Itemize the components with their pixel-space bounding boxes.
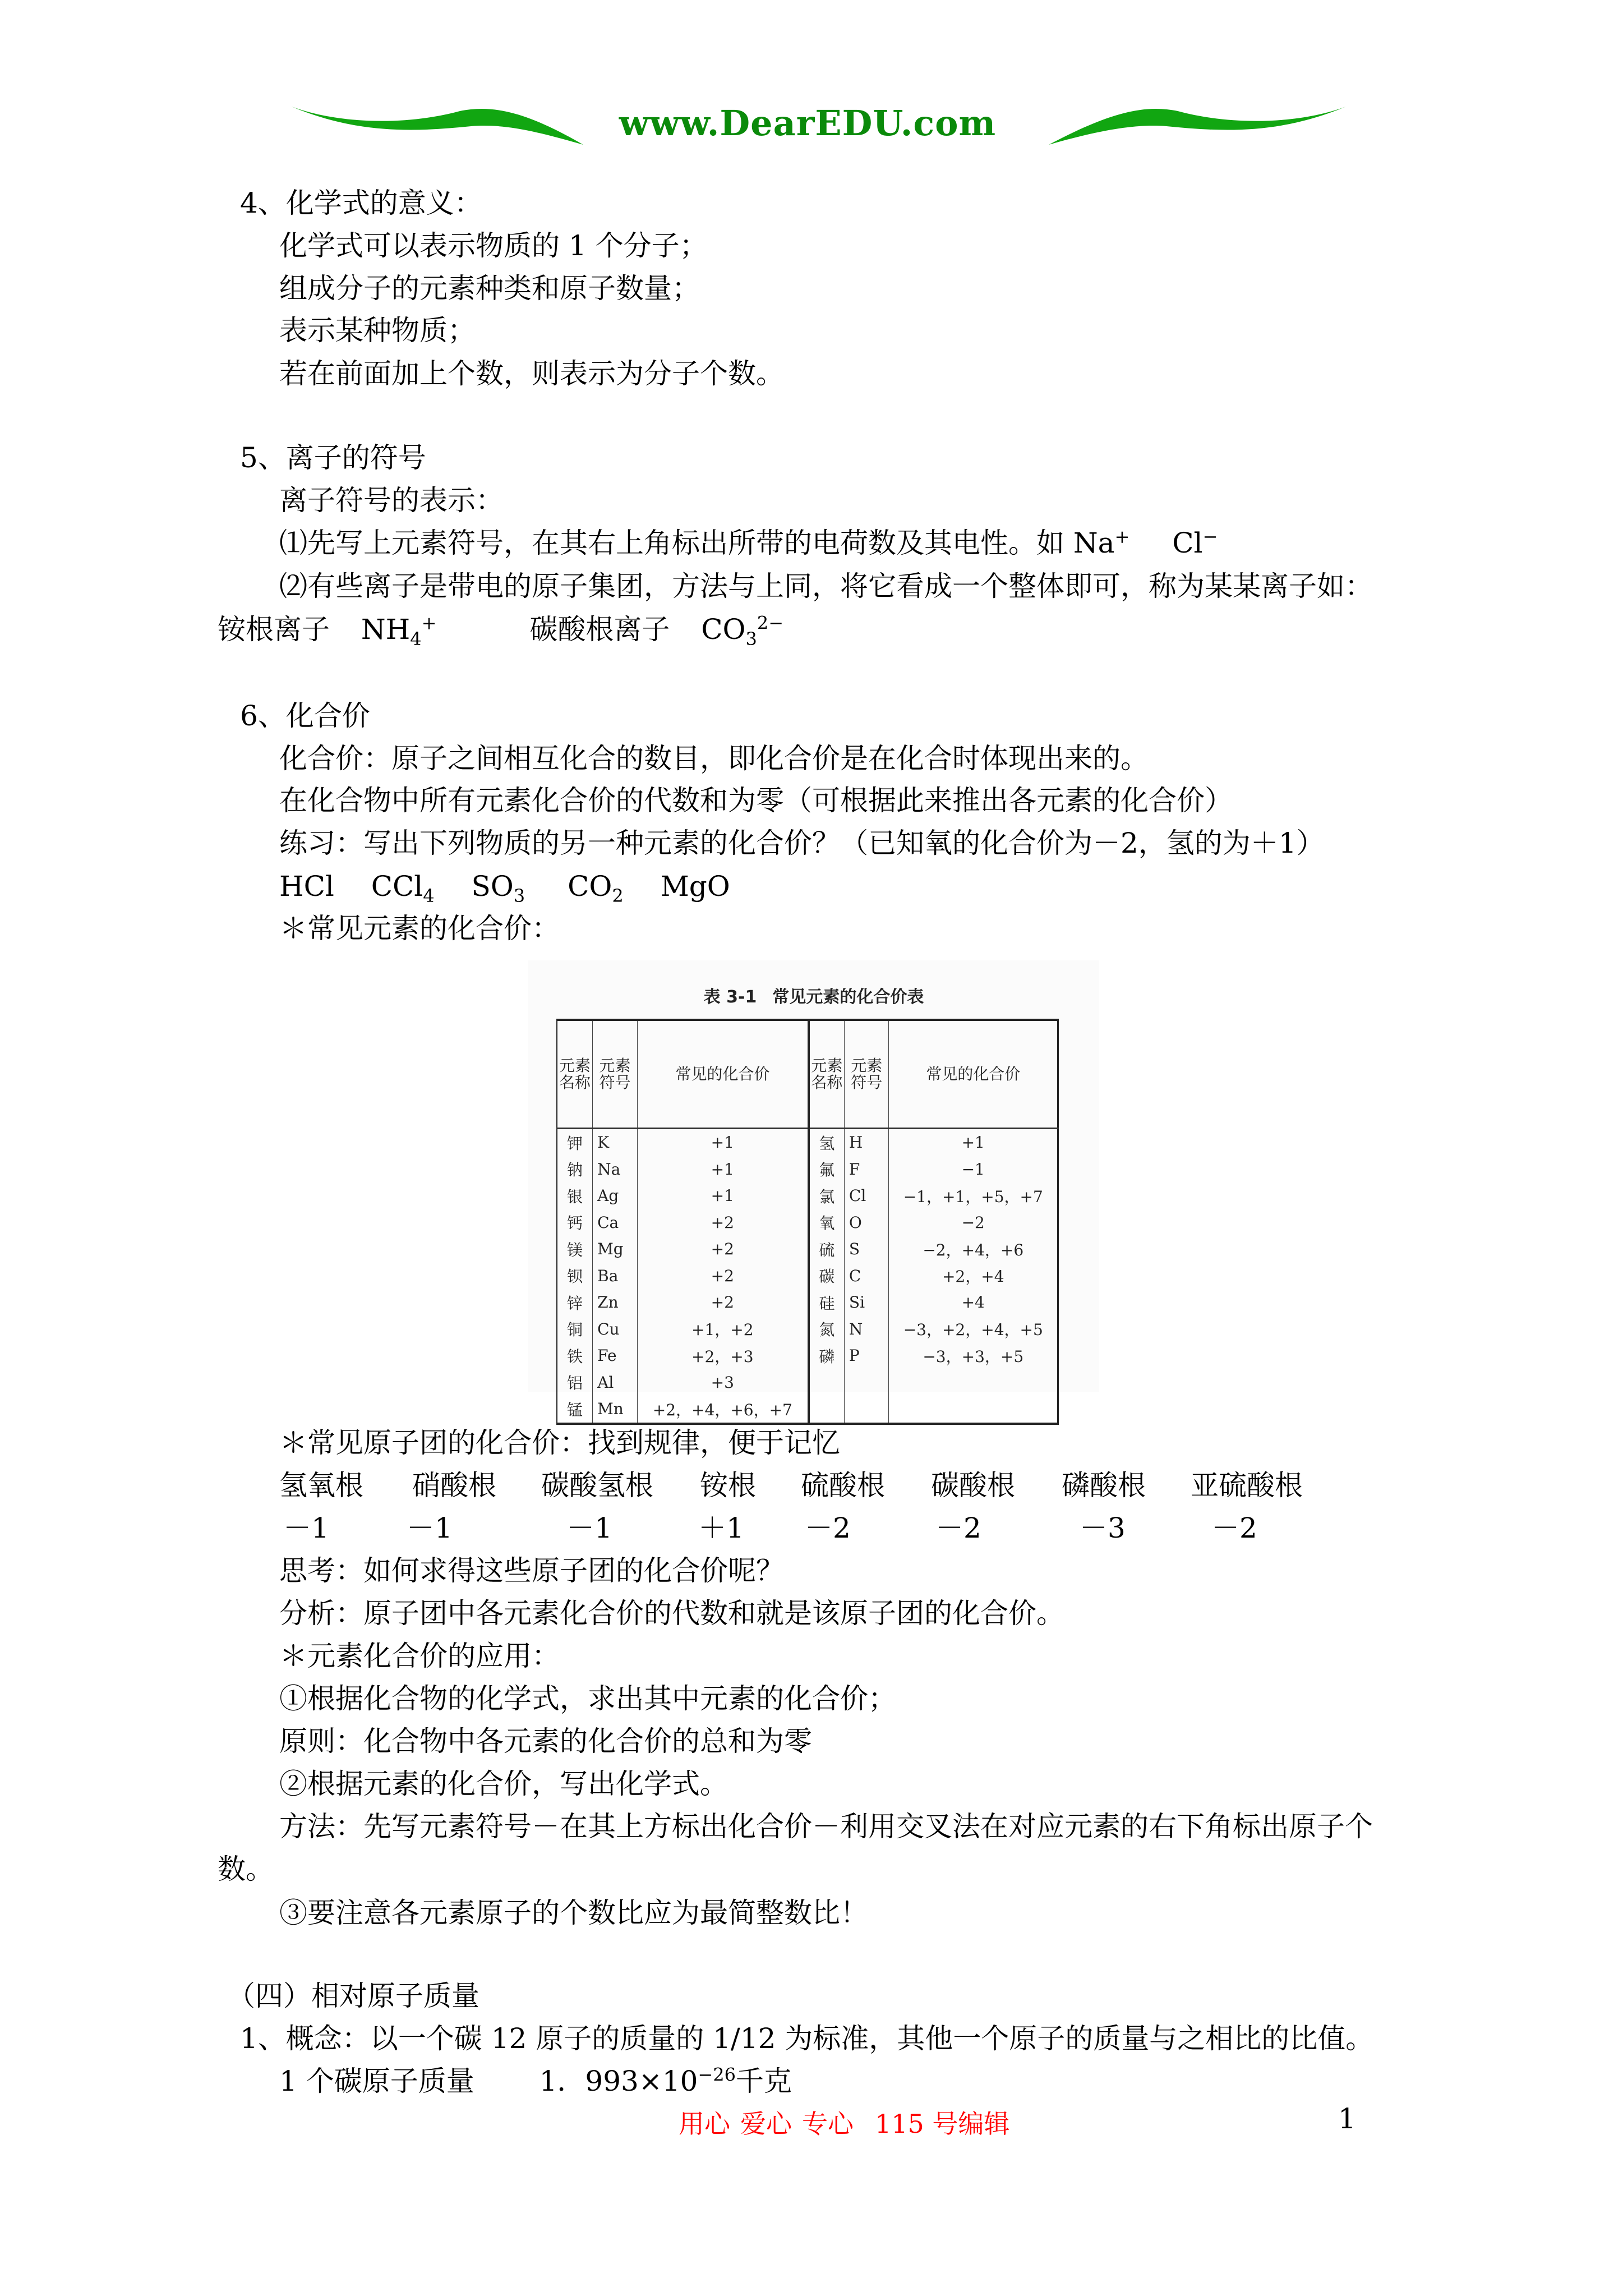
formula: MgO [660,870,730,903]
sec5-item-1-text: ⑴先写上元素符号，在其右上角标出所带的电荷数及其电性。如 [279,527,1064,559]
sec5-item-2: ⑵有些离子是带电的原子集团，方法与上同，将它看成一个整体即可，称为某某离子如： [279,570,1373,602]
element-symbol: Ba [593,1263,638,1290]
element-valence: +1 [637,1156,808,1183]
application-method-cont: 数。 [218,1853,274,1885]
sec5-examples [218,612,784,650]
table-title: 常见元素的化合价表 [772,987,924,1007]
element-symbol [844,1369,889,1396]
section-four-title: （四）相对原子质量 [227,1980,479,2012]
sec4-line: 化学式可以表示物质的 1 个分子； [279,229,708,262]
radical-valence: ＋1 [698,1512,744,1544]
element-name: 钙 [557,1209,593,1236]
formula: HCl [279,870,334,903]
ammonium-formula: $NH_4^+$ [361,612,437,650]
formula: $CO_2$ [568,870,624,907]
valence-table-figure [528,960,1099,1419]
section-5-title: 5、离子的符号 [240,441,426,474]
header-element-name: 元素 名称 [809,1020,845,1129]
element-name: 钠 [557,1156,593,1183]
table-row [557,1396,1058,1424]
formula: CCl$_4$ [371,870,435,907]
radical-name: 亚硫酸根 [1191,1469,1303,1502]
element-name: 氢 [809,1129,845,1156]
radical-name: 硝酸根 [412,1469,496,1502]
element-symbol: Mg [593,1236,638,1263]
element-symbol: C [844,1263,889,1290]
radical-valence: －3 [1080,1512,1126,1544]
radical-name: 氢氧根 [279,1469,363,1502]
element-name: 氟 [809,1156,845,1183]
element-valence: +1，+2 [637,1316,808,1343]
element-valence: +2 [637,1236,808,1263]
element-valence: +1 [889,1129,1058,1156]
sec6-rule: 在化合物中所有元素化合价的代数和为零（可根据此来推出各元素的化合价） [279,784,1233,817]
element-symbol: Ca [593,1209,638,1236]
element-valence: +2 [637,1289,808,1316]
element-name: 钾 [557,1129,593,1156]
element-name: 氧 [809,1209,845,1236]
element-name: 铜 [557,1316,593,1343]
element-name: 锌 [557,1289,593,1316]
table-row [557,1289,1058,1316]
valence-table [556,1019,1059,1425]
sec5-item-1 [279,526,1218,560]
element-symbol: P [844,1342,889,1369]
application-item-2: ②根据元素的化合价，写出化学式。 [279,1768,728,1800]
element-symbol: S [844,1236,889,1263]
element-symbol: Na [593,1156,638,1183]
header-element-symbol: 元素 符号 [844,1020,889,1129]
sec4-line: 表示某种物质； [279,314,476,347]
formula: $SO_3$ [471,870,525,907]
table-row [557,1129,1058,1156]
element-name: 碳 [809,1263,845,1290]
carbon-mass-label: 1 个碳原子质量 [279,2065,474,2097]
element-name: 镁 [557,1236,593,1263]
table-row [557,1236,1058,1263]
element-valence: +4 [889,1289,1058,1316]
radical-valence: －1 [407,1512,453,1544]
page-number: 1 [1338,2102,1356,2135]
element-name: 铝 [557,1369,593,1396]
application-item-3: ③要注意各元素原子的个数比应为最简整数比！ [279,1897,868,1929]
footer-slogan-part: 115 号编辑 [875,2109,1010,2139]
element-symbol: Si [844,1289,889,1316]
element-symbol: Al [593,1369,638,1396]
element-valence: −1 [889,1156,1058,1183]
left-swoosh-icon [292,107,583,145]
element-symbol: Fe [593,1342,638,1369]
application-method: 方法：先写元素符号－在其上方标出化合价－利用交叉法在对应元素的右下角标出原子个 [279,1810,1373,1843]
element-name: 铁 [557,1342,593,1369]
radical-valence: －2 [1211,1512,1257,1544]
element-symbol: H [844,1129,889,1156]
application-title: ＊元素化合价的应用： [279,1640,560,1672]
table-caption [528,983,1099,1007]
analysis-text: 分析：原子团中各元素化合价的代数和就是该原子团的化合价。 [279,1597,1064,1630]
sec6-definition: 化合价：原子之间相互化合的数目，即化合价是在化合时体现出来的。 [279,742,1149,775]
element-symbol: Ag [593,1182,638,1209]
common-valence-label: ＊常见元素的化合价： [279,912,560,945]
element-name: 银 [557,1182,593,1209]
element-name [809,1396,845,1424]
radical-valence: －2 [935,1512,981,1544]
element-symbol: O [844,1209,889,1236]
relative-mass-concept: 1、概念：以一个碳 12 原子的质量的 1/12 为标准，其他一个原子的质量与之相比的比值。 [240,2022,1374,2055]
sec4-line: 若在前面加上个数，则表示为分子个数。 [279,357,784,390]
element-valence: −1，+1，+5，+7 [889,1182,1058,1209]
radical-valence: －2 [805,1512,851,1544]
element-valence [889,1396,1058,1424]
header-valence: 常见的化合价 [889,1020,1058,1129]
element-name: 钡 [557,1263,593,1290]
section-6-title: 6、化合价 [240,700,370,732]
radical-name: 铵根 [700,1469,756,1502]
element-valence: −2 [889,1209,1058,1236]
table-row [557,1316,1058,1343]
element-valence: −2，+4，+6 [889,1236,1058,1263]
footer-slogan-part: 用心 [679,2109,730,2139]
header-element-symbol: 元素 符号 [593,1020,638,1129]
element-symbol: F [844,1156,889,1183]
carbon-mass-value: 1．$993\times 10^{-26}$千克 [539,2064,792,2097]
element-valence: −3，+3，+5 [889,1342,1058,1369]
element-name [809,1369,845,1396]
radical-name: 碳酸氢根 [541,1469,653,1502]
radical-valence: －1 [283,1512,329,1544]
carbonate-label: 碳酸根离子 [529,613,670,646]
table-row [557,1342,1058,1369]
sec5-intro: 离子符号的表示： [279,484,504,517]
element-name: 硅 [809,1289,845,1316]
right-swoosh-icon [1049,107,1346,145]
element-symbol: K [593,1129,638,1156]
element-valence [889,1369,1058,1396]
application-principle: 原则：化合物中各元素的化合价的总和为零 [279,1725,812,1757]
element-valence: +1 [637,1129,808,1156]
element-name: 锰 [557,1396,593,1424]
table-header-row [557,1020,1058,1129]
element-name: 磷 [809,1342,845,1369]
table-number: 表 3-1 [703,987,757,1007]
radical-name: 磷酸根 [1062,1469,1146,1502]
table-row [557,1209,1058,1236]
element-symbol: N [844,1316,889,1343]
element-symbol: Mn [593,1396,638,1424]
element-valence: +2，+4 [889,1263,1058,1290]
sec6-exercise: 练习：写出下列物质的另一种元素的化合价？（已知氧的化合价为－2，氢的为＋1） [279,827,1325,859]
table-row [557,1369,1058,1396]
radicals-title: ＊常见原子团的化合价：找到规律，便于记忆 [279,1427,840,1459]
table-row [557,1156,1058,1183]
header-element-name: 元素 名称 [557,1020,593,1129]
application-item-1: ①根据化合物的化学式，求出其中元素的化合价； [279,1682,896,1715]
element-symbol: Zn [593,1289,638,1316]
element-symbol [844,1396,889,1424]
radical-name: 硫酸根 [801,1469,885,1502]
ammonium-label: 铵根离子 [218,613,330,646]
sec4-line: 组成分子的元素种类和原子数量； [279,272,700,305]
element-name: 氮 [809,1316,845,1343]
element-name: 氯 [809,1182,845,1209]
carbonate-formula: $CO_3^{2-}$ [701,612,784,650]
element-valence: +1 [637,1182,808,1209]
table-row [557,1182,1058,1209]
header-valence: 常见的化合价 [637,1020,808,1129]
table-row [557,1263,1058,1290]
element-name: 硫 [809,1236,845,1263]
element-valence: −3，+2，+4，+5 [889,1316,1058,1343]
ion-cl: Cl− [1172,526,1218,559]
footer-slogan-part: 爱心 [740,2109,792,2139]
element-symbol: Cl [844,1182,889,1209]
element-valence: +2，+3 [637,1342,808,1369]
element-valence: +2 [637,1263,808,1290]
radical-valence: －1 [566,1512,612,1544]
radical-name: 碳酸根 [931,1469,1015,1502]
sec6-formulas [279,869,730,907]
carbon-mass-line [279,2064,792,2098]
ion-na: Na+ [1073,526,1130,559]
element-valence: +2 [637,1209,808,1236]
think-question: 思考：如何求得这些原子团的化合价呢？ [279,1554,784,1587]
site-logo-text: www.DearEDU.com [619,103,997,144]
element-symbol: Cu [593,1316,638,1343]
section-4-title: 4、化学式的意义： [240,187,482,219]
element-valence: +2，+4，+6，+7 [637,1396,808,1424]
element-valence: +3 [637,1369,808,1396]
footer-slogan-part: 专心 [802,2109,854,2139]
footer-slogan [679,2104,1020,2141]
